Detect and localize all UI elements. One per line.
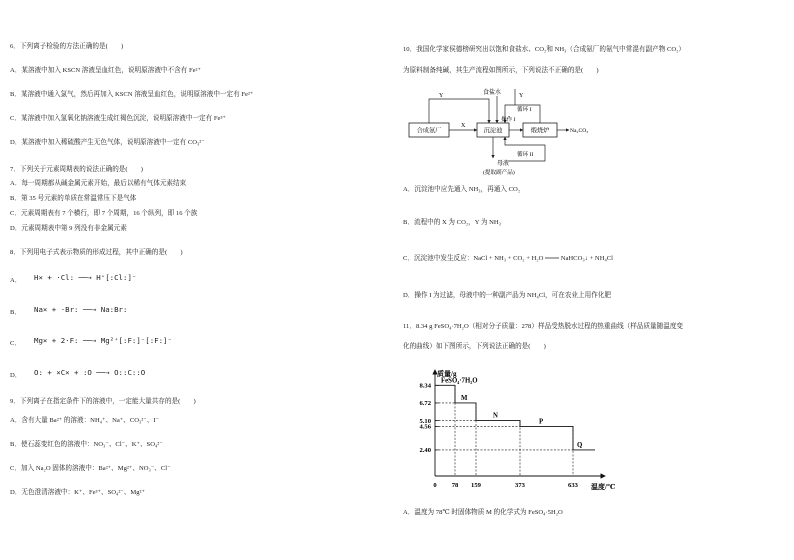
q10-stem-line2: 为原料制备纯碱，其生产流程如图所示，下列说法不正确的是( ) — [403, 67, 599, 74]
q6-option-c: C．某溶液中加入氢氧化钠溶液生成红褐色沉淀，说明原溶液中一定有 Fe³⁺ — [10, 115, 226, 122]
precipitation-tank-label: 沉淀池 — [483, 127, 503, 135]
q6-stem: 6．下列离子检验的方法正确的是( ) — [10, 43, 124, 50]
x-axis-label: 温度/℃ — [591, 483, 616, 491]
thermogravimetric-chart — [405, 366, 625, 494]
q8-option-a-formula: H× + ·Cl: ──→ H⁺[:Cl:]⁻ — [34, 273, 137, 282]
q8-option-d-label: D． — [10, 372, 22, 379]
q10-option-d: D．操作 I 为过滤，母液中的一种副产品为 NH₄Cl，可在农业上用作化肥 — [403, 292, 611, 299]
q8-option-c-formula: Mg× + 2·F: ──→ Mg²⁺[:F:]⁻[:F:]⁻ — [34, 336, 172, 345]
step-label: FeSO₄·7H₂O — [441, 377, 478, 385]
q7-option-d: D．元素周期表中第 9 列没有非金属元素 — [10, 225, 127, 232]
q10-option-b: B．流程中的 X 为 CO₂，Y 为 NH₃ — [403, 219, 501, 226]
q11-option-a: A．温度为 78℃ 时固体物质 M 的化学式为 FeSO₄·5H₂O — [403, 509, 563, 516]
q7-option-a: A．每一周期都从碱金属元素开始，最后以稀有气体元素结束 — [10, 180, 187, 187]
y-tick-label: 4.56 — [419, 423, 431, 431]
step-label: M — [461, 394, 468, 402]
q10-option-c: C．沉淀池中发生反应：NaCl + NH₃ + CO₂ + H₂O ═══ NaHCO₃↓ + NH₄Cl — [403, 255, 613, 262]
step-label: Q — [577, 441, 583, 449]
y-label-left: Y — [439, 93, 444, 99]
x-tick-label: 373 — [515, 482, 525, 489]
brine-label: 食盐水 — [483, 90, 502, 96]
cycle-ii-label: 循环 II — [517, 152, 534, 158]
synthesis-plant-label: 合成氨厂 — [416, 127, 442, 135]
y-label-right: Y — [519, 93, 524, 99]
step-label: P — [539, 418, 544, 426]
mother-liquor-label: 母液 — [497, 161, 510, 167]
x-tick-label: 0 — [433, 482, 437, 489]
q9-option-d: D．无色澄清溶液中：K⁺、Fe³⁺、SO₄²⁻、Mg²⁺ — [10, 489, 145, 496]
x-tick-label: 78 — [451, 482, 459, 489]
q8-option-b-formula: Na× + ·Br: ──→ Na:Br: — [34, 305, 128, 314]
tg-curve — [435, 385, 595, 450]
q6-option-a: A．某溶液中加入 KSCN 溶液呈血红色，说明原溶液中不含有 Fe²⁺ — [10, 67, 202, 74]
q9-option-b: B．使石蕊变红色的溶液中：NO₃⁻、Cl⁻、K⁺、SO₄²⁻ — [10, 441, 163, 448]
q11-stem-line2: 化的曲线）如下图所示，下列说法正确的是( ) — [403, 343, 546, 350]
q8-option-d-formula: O: + ×C× + :O ──→ O::C::O — [34, 368, 146, 377]
q7-stem: 7．下列关于元素周期表的说法正确的是( ) — [10, 166, 143, 173]
calcining-furnace-label: 煅烧炉 — [530, 127, 550, 135]
y-tick-label: 8.34 — [419, 382, 431, 390]
q9-option-c: C．加入 Na₂O 固体的溶液中：Ba²⁺、Mg²⁺、NO₃⁻、Cl⁻ — [10, 465, 171, 472]
cycle-i-label: 循环 I — [517, 107, 532, 113]
q8-stem: 8．下列用电子式表示物质的形成过程，其中正确的是( ) — [10, 249, 183, 256]
q8-option-a-label: A． — [10, 277, 22, 284]
x-label: X — [461, 123, 466, 129]
q6-option-b: B．某溶液中通入氯气，然后再加入 KSCN 溶液呈血红色，说明原溶液中一定有 Fe²⁺ — [10, 91, 254, 98]
x-tick-label: 633 — [568, 482, 578, 489]
y-tick-label: 6.72 — [419, 400, 431, 408]
q8-option-b-label: B． — [10, 309, 21, 316]
y-axis-label: 质量/g — [437, 370, 457, 378]
q6-option-d: D．某溶液中加入稀硫酸产生无色气体，说明原溶液中一定有 CO₃²⁻ — [10, 139, 205, 146]
q11-stem-line1: 11．8.34 g FeSO₄·7H₂O（相对分子质量：278）样品受热脱水过程的热重曲线（样品质量随温度变 — [403, 323, 684, 330]
product-label: Na₂CO₃ — [570, 128, 589, 134]
x-tick-label: 159 — [471, 482, 481, 489]
q8-option-c-label: C． — [10, 340, 21, 347]
process-flow-diagram — [405, 85, 595, 177]
y-tick-label: 2.40 — [419, 447, 431, 455]
y-tick-label: 5.10 — [419, 417, 431, 425]
q9-option-a: A．含有大量 Ba²⁺ 的溶液：NH₄⁺、Na⁺、CO₃²⁻、I⁻ — [10, 417, 160, 424]
q7-option-b: B．第 35 号元素的单质在常温常压下是气体 — [10, 195, 137, 202]
q9-stem: 9．下列离子在指定条件下的溶液中，一定能大量共存的是( ) — [10, 398, 196, 405]
q10-stem-line1: 10．我国化学家侯德榜研究出以饱和食盐水、CO₂和 NH₃（合成氨厂的氨气中常混有副产物 CO₂） — [403, 46, 686, 53]
byproduct-label: (提取副产品) — [483, 170, 515, 176]
q10-option-a: A．沉淀池中应先通入 NH₃，再通入 CO₂ — [403, 186, 521, 193]
q7-option-c: C．元素周期表有 7 个横行，即 7 个周期，16 个纵列，即 16 个族 — [10, 210, 198, 217]
step-label: N — [493, 412, 498, 420]
operation-i-label: 操作 I — [501, 117, 516, 123]
